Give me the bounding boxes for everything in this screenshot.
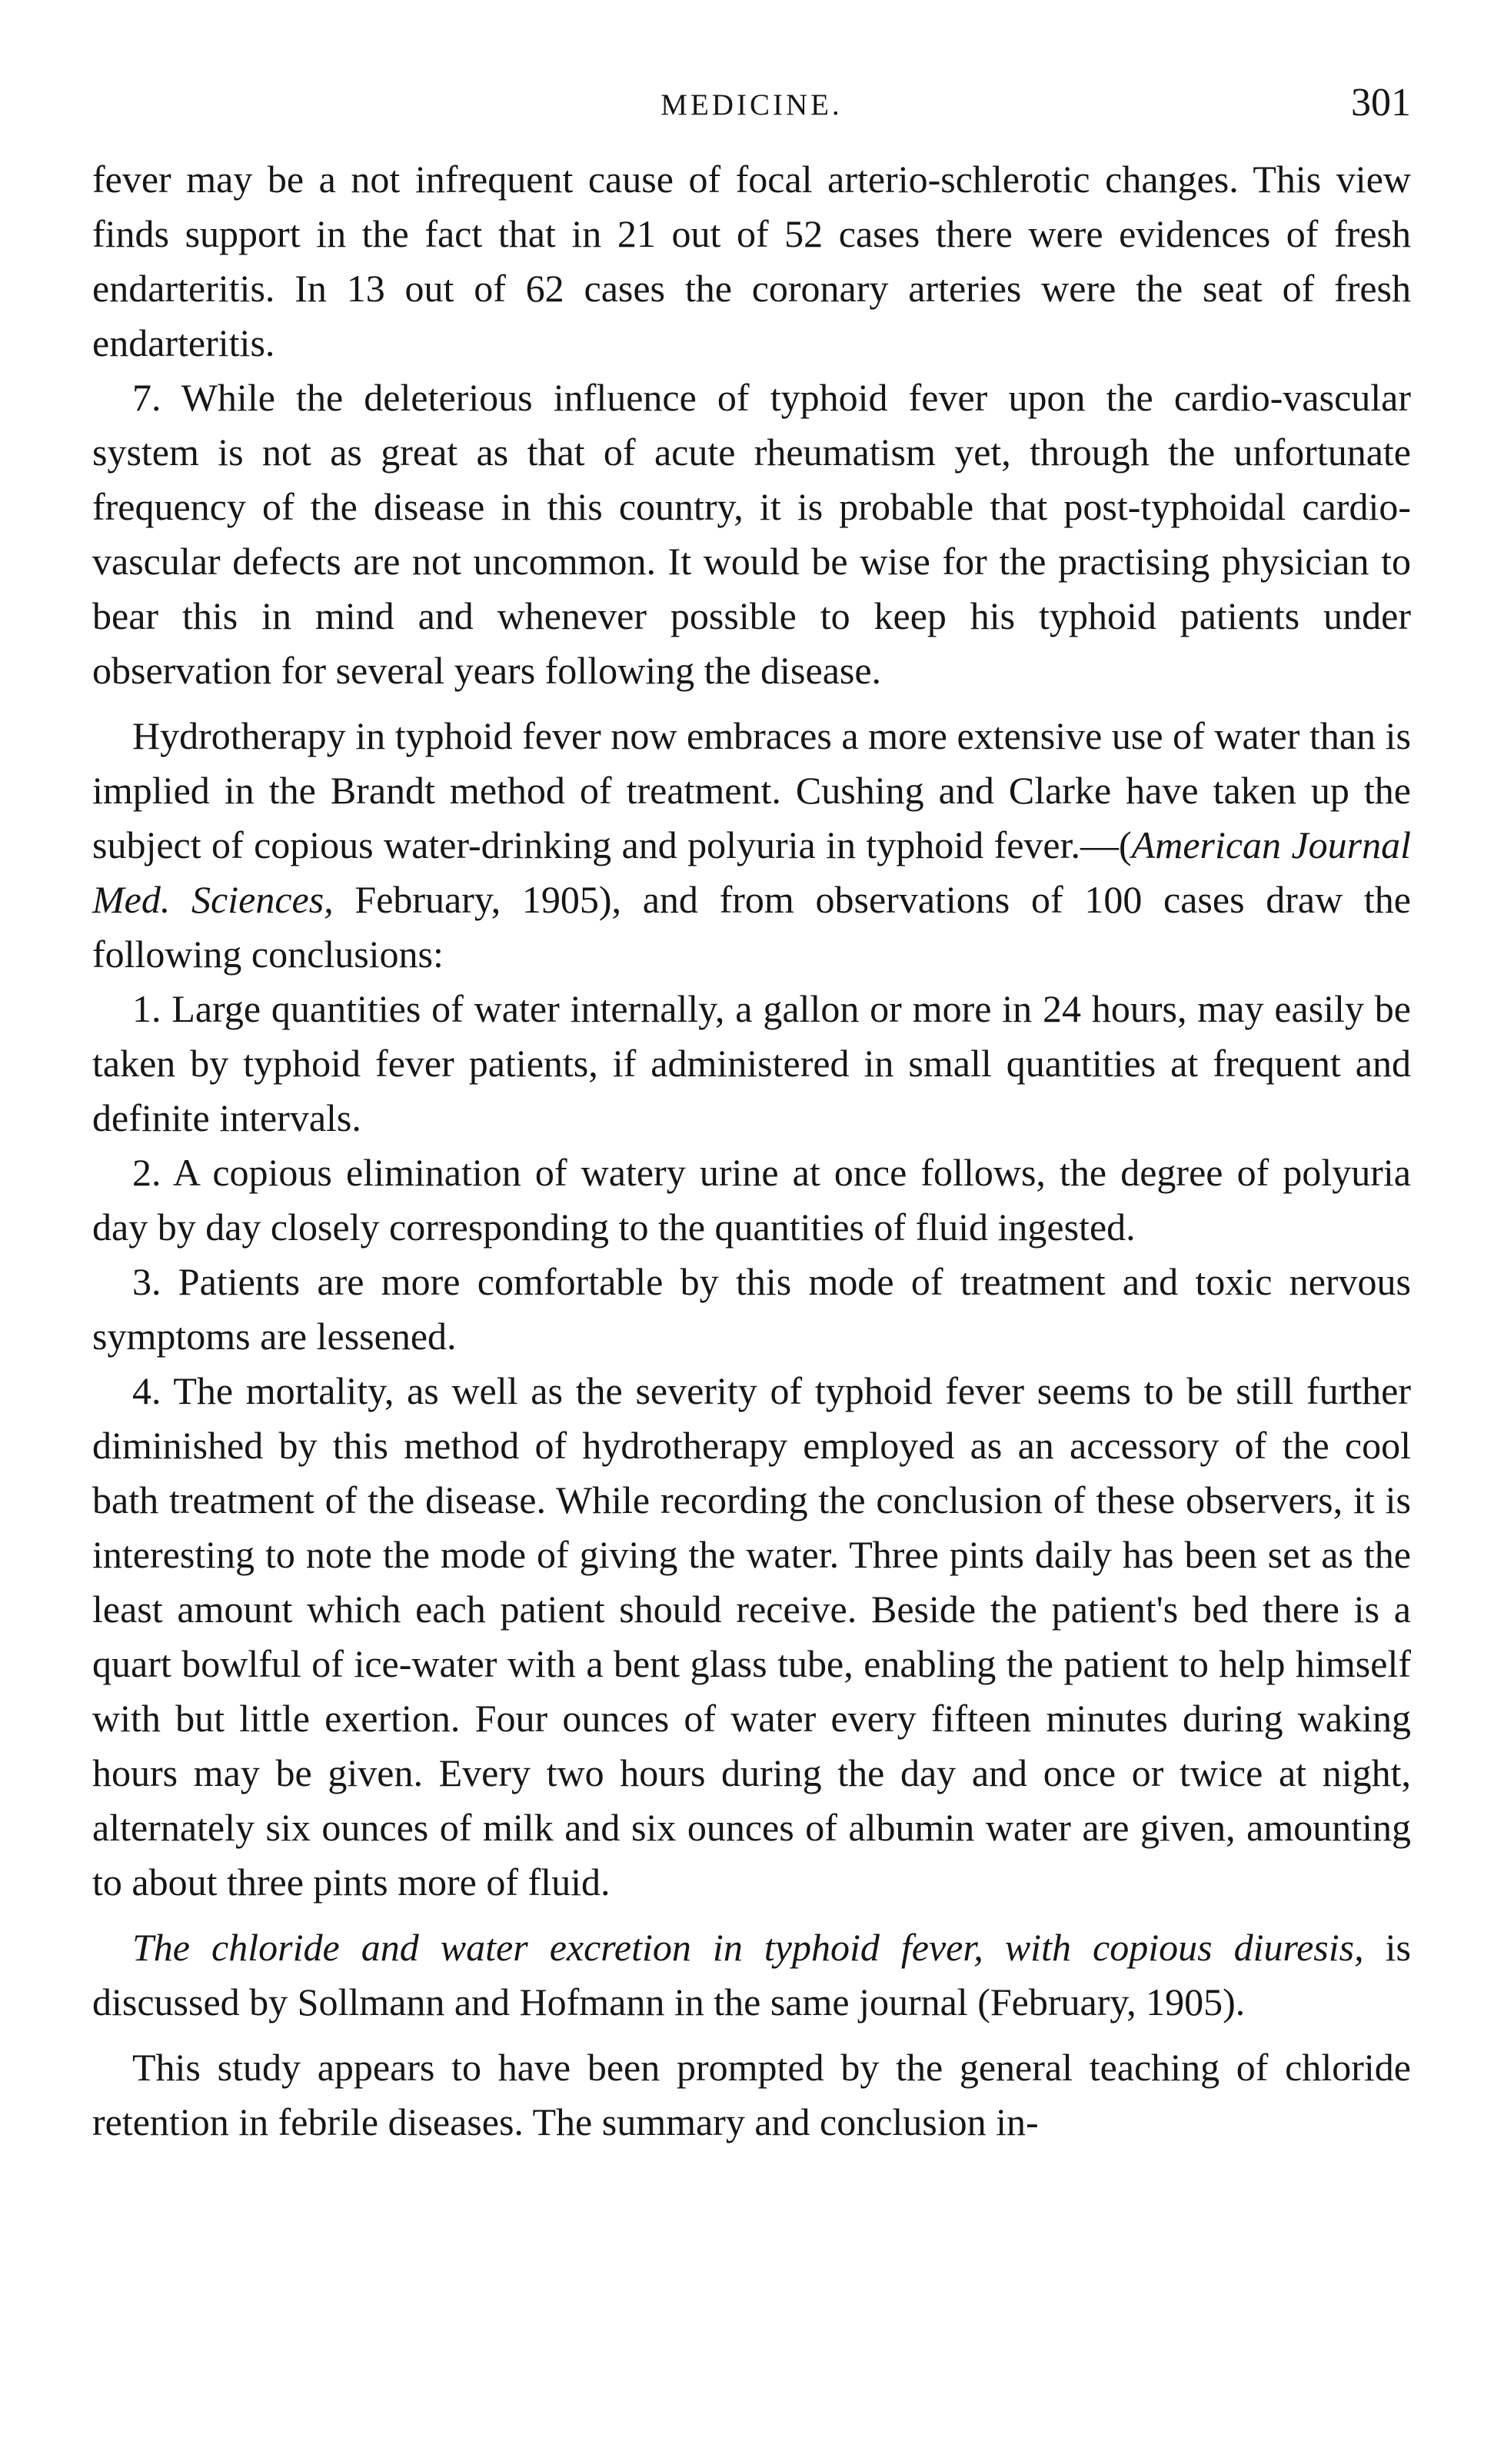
paragraph-chloride-excretion [92, 1920, 1411, 2030]
conclusion-4: 4. The mortality, as well as the severity of typhoid fever seems to be still further diminished by this method of hydrotherapy employed as an accessory of the cool bath treatment of the disease. While recording the conclusion of these observers, it is interesting to note the mode of giving the water. Three pints daily has been set as the least amount which each patient should receive. Beside the patient's bed there is a quart bowlful of ice-water with a bent glass tube, enabling the patient to help himself with but little exertion. Four ounces of water every fifteen minutes during waking hours may be given. Every two hours during the day and once or twice at night, alternately six ounces of milk and six ounces of albumin water are given, amounting to about three pints more of fluid. [92, 1369, 1411, 1904]
paragraph-hydrotherapy [92, 709, 1411, 982]
running-head [92, 77, 1411, 131]
article-title: The chloride and water excretion in typhoid fever, with copious diuresis, [132, 1926, 1364, 1969]
paragraph-chloride-excretion-text: is discussed by Sollmann and Hofmann in the same journal (February, 1905). [92, 1926, 1411, 2023]
book-page [92, 77, 1411, 2150]
running-title: MEDICINE. [660, 88, 843, 121]
body-text [92, 152, 1411, 2150]
paragraph-hydrotherapy-text-end: February, 1905), and from observations of 100 cases draw the following conclusions: [92, 878, 1411, 976]
paragraph-study: This study appears to have been prompted by the general teaching of chloride retention in febrile diseases. The summary and conclusion in- [92, 2046, 1411, 2143]
conclusion-2: 2. A copious elimination of watery urine at once follows, the degree of polyuria day by day closely corresponding to the quantities of fluid ingested. [92, 1151, 1411, 1249]
conclusion-3: 3. Patients are more comfortable by this mode of treatment and toxic nervous symptoms are lessened. [92, 1260, 1411, 1358]
journal-citation: American Journal Med. Sciences, [92, 823, 1411, 921]
page-number: 301 [1351, 81, 1411, 125]
paragraph-continued: fever may be a not infrequent cause of focal arterio-schlerotic changes. This view finds support in the fact that in 21 out of 52 cases there were evidences of fresh endarteritis. In 13 out of 62 cases the coronary arteries were the seat of fresh endarteritis. [92, 158, 1411, 364]
paragraph-point-7: 7. While the deleterious influence of typhoid fever upon the cardio-vascular system is not as great as that of acute rheumatism yet, through the unfortunate frequency of the disease in this country, it is probable that post-typhoidal cardio-vascular defects are not uncommon. It would be wise for the practising physician to bear this in mind and whenever possible to keep his typhoid patients under observation for several years following the disease. [92, 376, 1411, 692]
conclusion-1: 1. Large quantities of water internally, a gallon or more in 24 hours, may easily be taken by typhoid fever patients, if administered in small quantities at frequent and definite intervals. [92, 987, 1411, 1139]
paragraph-hydrotherapy-text: Hydrotherapy in typhoid fever now embraces a more extensive use of water than is implied in the Brandt method of treatment. Cushing and Clarke have taken up the subject of copious water-drinking and polyuria in typhoid fever.—( [92, 714, 1411, 866]
